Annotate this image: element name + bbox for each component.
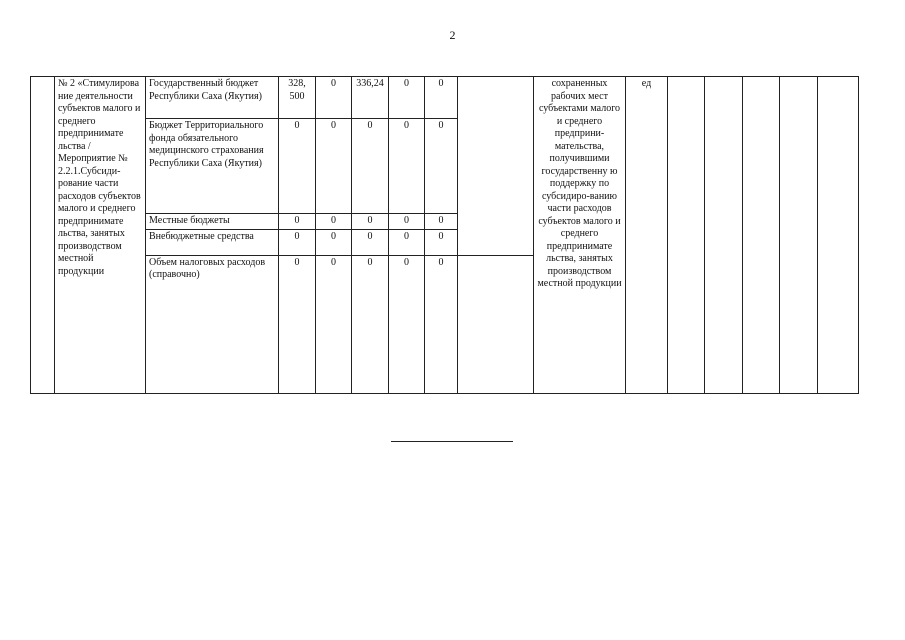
empty-cell: [743, 77, 780, 394]
empty-cell: [458, 77, 534, 256]
funding-source-cell: Государственный бюджет Республики Саха (Якутия): [146, 77, 279, 119]
empty-cell: [458, 255, 534, 393]
value-cell: 0: [389, 119, 425, 214]
value-cell: 0: [279, 214, 316, 230]
value-cell: 0: [279, 255, 316, 393]
value-cell: 0: [279, 229, 316, 255]
value-cell: 0: [425, 214, 458, 230]
value-cell: 0: [316, 214, 352, 230]
signature-line: [391, 441, 513, 442]
empty-cell: [705, 77, 743, 394]
empty-cell: [780, 77, 818, 394]
value-cell: 0: [389, 255, 425, 393]
value-cell: 0: [316, 229, 352, 255]
empty-cell: [31, 77, 55, 394]
funding-source-cell: Бюджет Территориального фонда обязательного медицинского страхования Республики Саха (Якутия): [146, 119, 279, 214]
value-cell: 336,24: [352, 77, 389, 119]
empty-cell: [818, 77, 859, 394]
funding-source-cell: Объем налоговых расходов (справочно): [146, 255, 279, 393]
indicator-name-cell: сохраненных рабочих мест субъектами малого и среднего предприни-мательства, получившими государственну ю поддержку по субсидиро-ванию части расходов субъектов малого и среднего предпринимате льства, занятых производством местной продукции: [534, 77, 626, 394]
page-number: 2: [449, 28, 456, 42]
value-cell: 0: [425, 119, 458, 214]
value-cell: 0: [352, 119, 389, 214]
value-cell: 0: [316, 119, 352, 214]
value-cell: 0: [425, 255, 458, 393]
value-cell: 0: [352, 214, 389, 230]
value-cell: 0: [389, 77, 425, 119]
value-cell: 0: [316, 255, 352, 393]
funding-source-cell: Внебюджетные средства: [146, 229, 279, 255]
indicator-unit-cell: ед: [626, 77, 668, 394]
value-cell: 0: [389, 229, 425, 255]
value-cell: 0: [316, 77, 352, 119]
value-cell: 0: [352, 229, 389, 255]
value-cell: 328, 500: [279, 77, 316, 119]
empty-cell: [668, 77, 705, 394]
value-cell: 0: [425, 229, 458, 255]
table-row: [31, 77, 859, 119]
measure-description-cell: № 2 «Стимулирова ние деятельности субъектов малого и среднего предпринимате льства / Мероприятие № 2.2.1.Субсиди-рование части расходов субъектов малого и среднего предпринимате льства, занятых производством местной продукции: [55, 77, 146, 394]
value-cell: 0: [389, 214, 425, 230]
budget-table: [30, 76, 859, 394]
value-cell: 0: [279, 119, 316, 214]
value-cell: 0: [352, 255, 389, 393]
funding-source-cell: Местные бюджеты: [146, 214, 279, 230]
value-cell: 0: [425, 77, 458, 119]
